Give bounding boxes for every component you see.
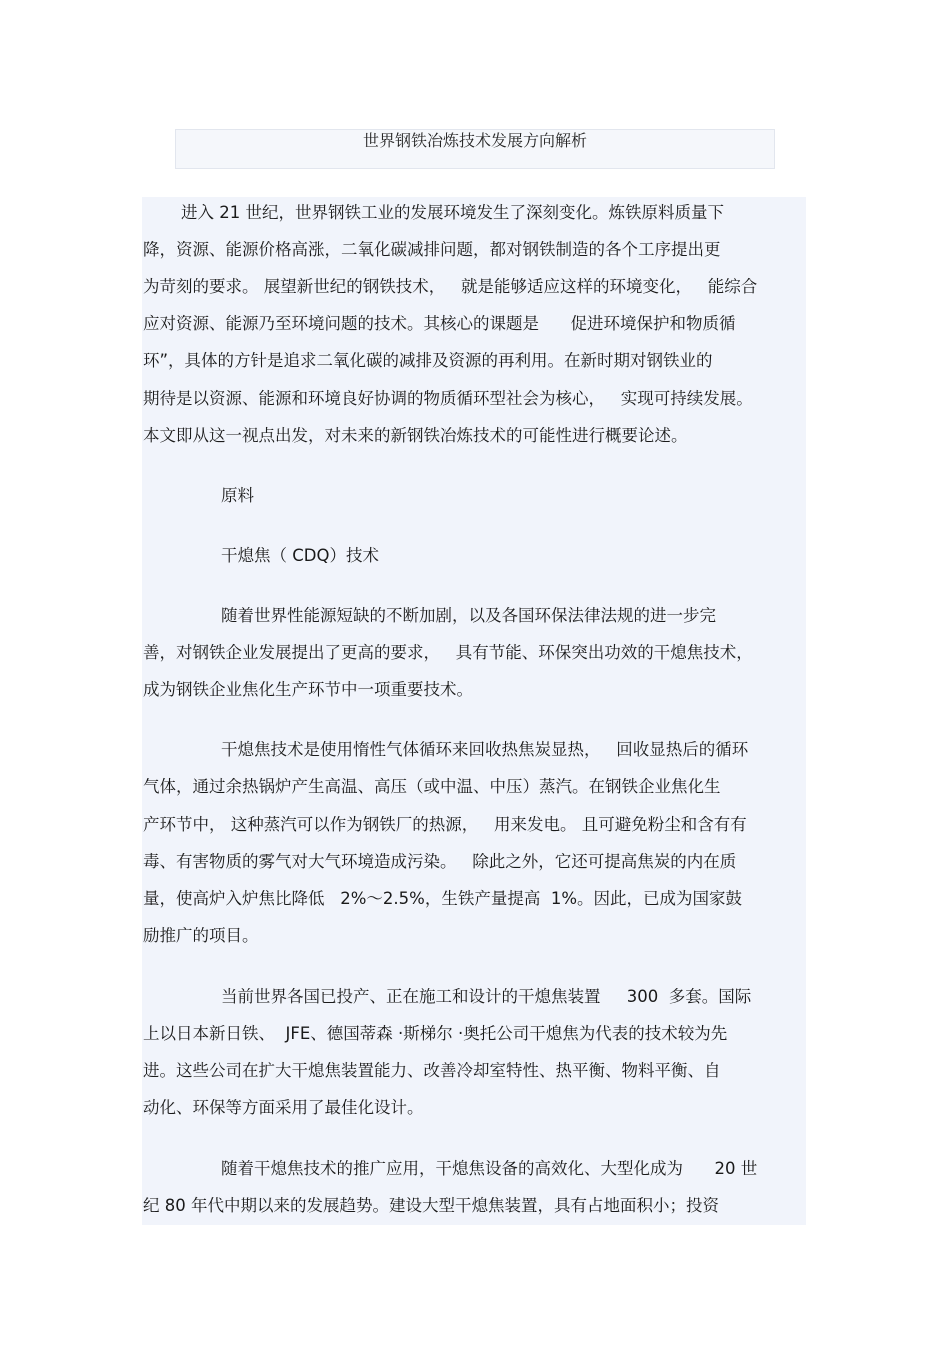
paragraph-line: 期待是以资源、能源和环境良好协调的物质循环型社会为核心， 实现可持续发展。 (143, 389, 753, 408)
paragraph-line: 毒、有害物质的雾气对大气环境造成污染。 除此之外，它还可提高焦炭的内在质 (143, 852, 737, 871)
paragraph-line: 本文即从这一视点出发，对未来的新钢铁冶炼技术的可能性进行概要论述。 (143, 426, 688, 445)
paragraph-line: 随着世界性能源短缺的不断加剧，以及各国环保法律法规的进一步完 (221, 606, 716, 625)
section-heading-raw-materials: 原料 (221, 486, 254, 505)
paragraph-line: 干熄焦技术是使用惰性气体循环来回收热焦炭显热， 回收显热后的循环 (221, 740, 749, 759)
paragraph-line: 随着干熄焦技术的推广应用，干熄焦设备的高效化、大型化成为 20 世 (221, 1159, 758, 1178)
paragraph-line: 气体，通过余热锅炉产生高温、高压（或中温、中压）蒸汽。在钢铁企业焦化生 (143, 777, 721, 796)
paragraph-line: 进入 21 世纪，世界钢铁工业的发展环境发生了深刻变化。炼铁原料质量下 (181, 203, 724, 222)
paragraph-line: 环”，具体的方针是追求二氧化碳的减排及资源的再利用。在新时期对钢铁业的 (143, 351, 713, 370)
paragraph-line: 降，资源、能源价格高涨，二氧化碳减排问题，都对钢铁制造的各个工序提出更 (143, 240, 721, 259)
paragraph-line: 应对资源、能源乃至环境问题的技术。其核心的课题是 促进环境保护和物质循 (143, 314, 736, 333)
document-title: 世界钢铁冶炼技术发展方向解析 (362, 131, 587, 150)
paragraph-line: 进。这些公司在扩大干熄焦装置能力、改善冷却室特性、热平衡、物料平衡、自 (143, 1061, 721, 1080)
paragraph-line: 纪 80 年代中期以来的发展趋势。建设大型干熄焦装置，具有占地面积小；投资 (143, 1196, 719, 1215)
paragraph-line: 励推广的项目。 (143, 926, 259, 945)
paragraph-line: 当前世界各国已投产、正在施工和设计的干熄焦装置 300 多套。国际 (221, 987, 752, 1006)
paragraph-line: 上以日本新日铁、 JFE、德国蒂森 ·斯梯尔 ·奥托公司干熄焦为代表的技术较为先 (143, 1024, 728, 1043)
paragraph-line: 产环节中， 这种蒸汽可以作为钢铁厂的热源， 用来发电。 且可避免粉尘和含有有 (143, 815, 747, 834)
paragraph-line: 动化、环保等方面采用了最佳化设计。 (143, 1098, 424, 1117)
paragraph-line: 为苛刻的要求。 展望新世纪的钢铁技术， 就是能够适应这样的环境变化， 能综合 (143, 277, 758, 296)
paragraph-line: 成为钢铁企业焦化生产环节中一项重要技术。 (143, 680, 473, 699)
subsection-heading-cdq: 干熄焦（ CDQ）技术 (221, 546, 379, 565)
paragraph-line: 量，使高炉入炉焦比降低 2%～2.5%，生铁产量提高 1%。因此，已成为国家鼓 (143, 889, 742, 908)
paragraph-line: 善，对钢铁企业发展提出了更高的要求， 具有节能、环保突出功效的干熄焦技术， (143, 643, 753, 662)
